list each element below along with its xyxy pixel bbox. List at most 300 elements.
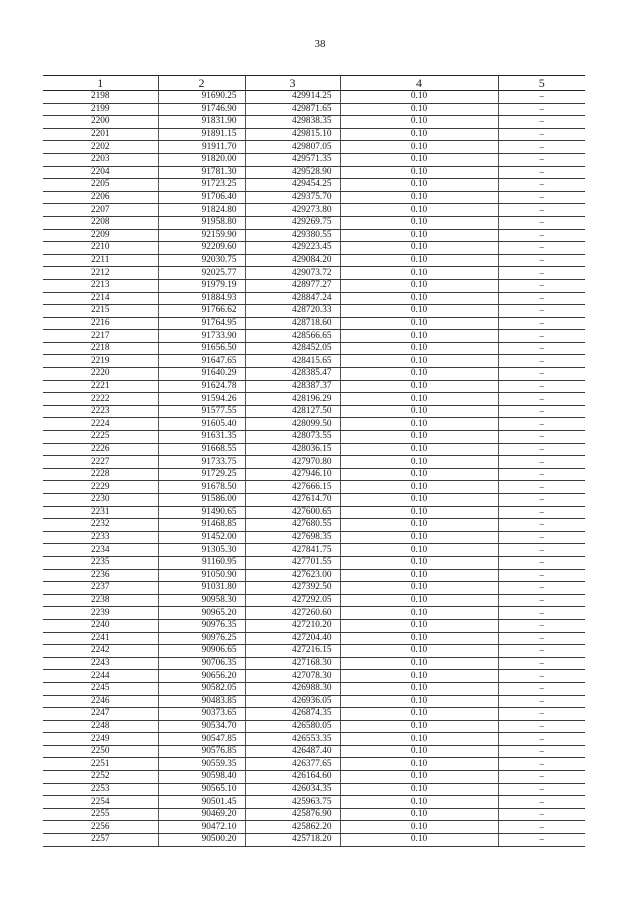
table-row — [43, 632, 585, 645]
table-row — [43, 821, 585, 834]
note-cell: – — [498, 342, 585, 355]
y-coordinate-cell: 426487.40 — [245, 745, 340, 758]
y-coordinate-cell: 429380.55 — [245, 229, 340, 242]
y-coordinate-cell: 428127.50 — [245, 405, 340, 418]
y-coordinate-cell: 429815.10 — [245, 128, 340, 141]
note-cell: – — [498, 380, 585, 393]
accuracy-cell: 0.10 — [340, 745, 498, 758]
y-coordinate-cell: 427168.30 — [245, 657, 340, 670]
point-number-cell: 2238 — [43, 594, 158, 607]
note-cell: – — [498, 544, 585, 557]
table-row — [43, 619, 585, 632]
x-coordinate-cell: 92025.77 — [158, 267, 245, 280]
x-coordinate-cell: 91668.55 — [158, 443, 245, 456]
point-number-cell: 2249 — [43, 733, 158, 746]
point-number-cell: 2218 — [43, 342, 158, 355]
note-cell: – — [498, 242, 585, 255]
table-row — [43, 141, 585, 154]
accuracy-cell: 0.10 — [340, 456, 498, 469]
y-coordinate-cell: 429073.72 — [245, 267, 340, 280]
table-row — [43, 355, 585, 368]
x-coordinate-cell: 90483.85 — [158, 695, 245, 708]
y-coordinate-cell: 427216.15 — [245, 645, 340, 658]
point-number-cell: 2204 — [43, 166, 158, 179]
x-coordinate-cell: 91605.40 — [158, 418, 245, 431]
point-number-cell: 2253 — [43, 783, 158, 796]
point-number-cell: 2247 — [43, 708, 158, 721]
point-number-cell: 2207 — [43, 204, 158, 217]
accuracy-cell: 0.10 — [340, 494, 498, 507]
x-coordinate-cell: 91490.65 — [158, 506, 245, 519]
x-coordinate-cell: 90576.85 — [158, 745, 245, 758]
x-coordinate-cell: 91781.30 — [158, 166, 245, 179]
header-row — [43, 76, 585, 91]
point-number-cell: 2250 — [43, 745, 158, 758]
note-cell: – — [498, 216, 585, 229]
x-coordinate-cell: 91746.90 — [158, 103, 245, 116]
note-cell: – — [498, 393, 585, 406]
table-row — [43, 594, 585, 607]
accuracy-cell: 0.10 — [340, 91, 498, 104]
table-row — [43, 254, 585, 267]
point-number-cell: 2216 — [43, 317, 158, 330]
x-coordinate-cell: 91678.50 — [158, 481, 245, 494]
column-header-4: 4 — [340, 76, 498, 91]
y-coordinate-cell: 427680.55 — [245, 519, 340, 532]
accuracy-cell: 0.10 — [340, 468, 498, 481]
accuracy-cell: 0.10 — [340, 582, 498, 595]
table-row — [43, 481, 585, 494]
accuracy-cell: 0.10 — [340, 292, 498, 305]
table-row — [43, 431, 585, 444]
table-row — [43, 103, 585, 116]
point-number-cell: 2205 — [43, 179, 158, 192]
table-row — [43, 330, 585, 343]
point-number-cell: 2233 — [43, 531, 158, 544]
point-number-cell: 2208 — [43, 216, 158, 229]
table-row — [43, 443, 585, 456]
accuracy-cell: 0.10 — [340, 506, 498, 519]
x-coordinate-cell: 91824.80 — [158, 204, 245, 217]
point-number-cell: 2257 — [43, 834, 158, 847]
x-coordinate-cell: 91723.25 — [158, 179, 245, 192]
y-coordinate-cell: 426874.35 — [245, 708, 340, 721]
note-cell: – — [498, 569, 585, 582]
y-coordinate-cell: 425963.75 — [245, 796, 340, 809]
table-row — [43, 456, 585, 469]
note-cell: – — [498, 645, 585, 658]
table-row — [43, 569, 585, 582]
accuracy-cell: 0.10 — [340, 808, 498, 821]
table-row — [43, 682, 585, 695]
column-header-2: 2 — [158, 76, 245, 91]
note-cell: – — [498, 670, 585, 683]
accuracy-cell: 0.10 — [340, 216, 498, 229]
table-row — [43, 179, 585, 192]
table-row — [43, 494, 585, 507]
x-coordinate-cell: 90559.35 — [158, 758, 245, 771]
point-number-cell: 2213 — [43, 279, 158, 292]
note-cell: – — [498, 481, 585, 494]
note-cell: – — [498, 443, 585, 456]
accuracy-cell: 0.10 — [340, 116, 498, 129]
note-cell: – — [498, 191, 585, 204]
accuracy-cell: 0.10 — [340, 708, 498, 721]
table-row — [43, 91, 585, 104]
x-coordinate-cell: 90501.45 — [158, 796, 245, 809]
x-coordinate-cell: 91733.90 — [158, 330, 245, 343]
x-coordinate-cell: 91891.15 — [158, 128, 245, 141]
note-cell: – — [498, 267, 585, 280]
accuracy-cell: 0.10 — [340, 481, 498, 494]
y-coordinate-cell: 425718.20 — [245, 834, 340, 847]
accuracy-cell: 0.10 — [340, 305, 498, 318]
point-number-cell: 2214 — [43, 292, 158, 305]
note-cell: – — [498, 279, 585, 292]
accuracy-cell: 0.10 — [340, 254, 498, 267]
y-coordinate-cell: 427946.10 — [245, 468, 340, 481]
x-coordinate-cell: 91958.80 — [158, 216, 245, 229]
x-coordinate-cell: 90706.35 — [158, 657, 245, 670]
note-cell: – — [498, 821, 585, 834]
table-row — [43, 771, 585, 784]
column-header-5: 5 — [498, 76, 585, 91]
table-row — [43, 783, 585, 796]
note-cell: – — [498, 733, 585, 746]
y-coordinate-cell: 428196.29 — [245, 393, 340, 406]
accuracy-cell: 0.10 — [340, 141, 498, 154]
y-coordinate-cell: 428387.37 — [245, 380, 340, 393]
x-coordinate-cell: 90965.20 — [158, 607, 245, 620]
table-row — [43, 342, 585, 355]
table-row — [43, 708, 585, 721]
table-row — [43, 670, 585, 683]
x-coordinate-cell: 90976.25 — [158, 632, 245, 645]
table-row — [43, 808, 585, 821]
table-row — [43, 267, 585, 280]
y-coordinate-cell: 429454.25 — [245, 179, 340, 192]
point-number-cell: 2201 — [43, 128, 158, 141]
table-row — [43, 506, 585, 519]
table-row — [43, 216, 585, 229]
note-cell: – — [498, 292, 585, 305]
point-number-cell: 2235 — [43, 556, 158, 569]
note-cell: – — [498, 657, 585, 670]
accuracy-cell: 0.10 — [340, 771, 498, 784]
accuracy-cell: 0.10 — [340, 657, 498, 670]
note-cell: – — [498, 91, 585, 104]
point-number-cell: 2231 — [43, 506, 158, 519]
x-coordinate-cell: 90958.30 — [158, 594, 245, 607]
table-row — [43, 380, 585, 393]
y-coordinate-cell: 429273.80 — [245, 204, 340, 217]
point-number-cell: 2232 — [43, 519, 158, 532]
point-number-cell: 2226 — [43, 443, 158, 456]
table-row — [43, 393, 585, 406]
note-cell: – — [498, 128, 585, 141]
coordinates-table — [43, 75, 585, 847]
table-row — [43, 229, 585, 242]
point-number-cell: 2225 — [43, 431, 158, 444]
y-coordinate-cell: 429838.35 — [245, 116, 340, 129]
accuracy-cell: 0.10 — [340, 519, 498, 532]
point-number-cell: 2244 — [43, 670, 158, 683]
y-coordinate-cell: 426034.35 — [245, 783, 340, 796]
note-cell: – — [498, 305, 585, 318]
x-coordinate-cell: 90469.20 — [158, 808, 245, 821]
accuracy-cell: 0.10 — [340, 569, 498, 582]
note-cell: – — [498, 619, 585, 632]
y-coordinate-cell: 428099.50 — [245, 418, 340, 431]
point-number-cell: 2241 — [43, 632, 158, 645]
note-cell: – — [498, 519, 585, 532]
point-number-cell: 2237 — [43, 582, 158, 595]
table-row — [43, 191, 585, 204]
table-row — [43, 519, 585, 532]
note-cell: – — [498, 229, 585, 242]
accuracy-cell: 0.10 — [340, 783, 498, 796]
point-number-cell: 2255 — [43, 808, 158, 821]
note-cell: – — [498, 456, 585, 469]
accuracy-cell: 0.10 — [340, 544, 498, 557]
y-coordinate-cell: 428718.60 — [245, 317, 340, 330]
table-row — [43, 544, 585, 557]
table-row — [43, 582, 585, 595]
accuracy-cell: 0.10 — [340, 393, 498, 406]
table-row — [43, 468, 585, 481]
y-coordinate-cell: 427841.75 — [245, 544, 340, 557]
table-row — [43, 758, 585, 771]
table-row — [43, 166, 585, 179]
accuracy-cell: 0.10 — [340, 179, 498, 192]
accuracy-cell: 0.10 — [340, 632, 498, 645]
column-header-1: 1 — [43, 76, 158, 91]
note-cell: – — [498, 116, 585, 129]
x-coordinate-cell: 90906.65 — [158, 645, 245, 658]
x-coordinate-cell: 91647.65 — [158, 355, 245, 368]
x-coordinate-cell: 91729.25 — [158, 468, 245, 481]
note-cell: – — [498, 708, 585, 721]
note-cell: – — [498, 720, 585, 733]
accuracy-cell: 0.10 — [340, 758, 498, 771]
point-number-cell: 2256 — [43, 821, 158, 834]
table-row — [43, 116, 585, 129]
accuracy-cell: 0.10 — [340, 229, 498, 242]
note-cell: – — [498, 783, 585, 796]
accuracy-cell: 0.10 — [340, 330, 498, 343]
x-coordinate-cell: 91656.50 — [158, 342, 245, 355]
y-coordinate-cell: 428036.15 — [245, 443, 340, 456]
point-number-cell: 2220 — [43, 368, 158, 381]
x-coordinate-cell: 90472.10 — [158, 821, 245, 834]
point-number-cell: 2239 — [43, 607, 158, 620]
point-number-cell: 2251 — [43, 758, 158, 771]
x-coordinate-cell: 91831.90 — [158, 116, 245, 129]
x-coordinate-cell: 90976.35 — [158, 619, 245, 632]
accuracy-cell: 0.10 — [340, 443, 498, 456]
note-cell: – — [498, 556, 585, 569]
y-coordinate-cell: 426164.60 — [245, 771, 340, 784]
y-coordinate-cell: 428566.65 — [245, 330, 340, 343]
table-row — [43, 418, 585, 431]
y-coordinate-cell: 428847.24 — [245, 292, 340, 305]
note-cell: – — [498, 594, 585, 607]
y-coordinate-cell: 425876.90 — [245, 808, 340, 821]
y-coordinate-cell: 429914.25 — [245, 91, 340, 104]
note-cell: – — [498, 582, 585, 595]
note-cell: – — [498, 166, 585, 179]
table-row — [43, 204, 585, 217]
y-coordinate-cell: 427600.65 — [245, 506, 340, 519]
accuracy-cell: 0.10 — [340, 645, 498, 658]
x-coordinate-cell: 92030.75 — [158, 254, 245, 267]
accuracy-cell: 0.10 — [340, 279, 498, 292]
note-cell: – — [498, 695, 585, 708]
point-number-cell: 2224 — [43, 418, 158, 431]
table-row — [43, 657, 585, 670]
point-number-cell: 2200 — [43, 116, 158, 129]
y-coordinate-cell: 429084.20 — [245, 254, 340, 267]
x-coordinate-cell: 90534.70 — [158, 720, 245, 733]
note-cell: – — [498, 808, 585, 821]
x-coordinate-cell: 90598.40 — [158, 771, 245, 784]
note-cell: – — [498, 368, 585, 381]
x-coordinate-cell: 91766.62 — [158, 305, 245, 318]
accuracy-cell: 0.10 — [340, 531, 498, 544]
x-coordinate-cell: 91979.19 — [158, 279, 245, 292]
point-number-cell: 2206 — [43, 191, 158, 204]
point-number-cell: 2245 — [43, 682, 158, 695]
table-row — [43, 720, 585, 733]
note-cell: – — [498, 494, 585, 507]
table-row — [43, 368, 585, 381]
table-row — [43, 556, 585, 569]
x-coordinate-cell: 91733.75 — [158, 456, 245, 469]
y-coordinate-cell: 429528.90 — [245, 166, 340, 179]
table-row — [43, 834, 585, 847]
note-cell: – — [498, 607, 585, 620]
table-row — [43, 153, 585, 166]
note-cell: – — [498, 355, 585, 368]
note-cell: – — [498, 254, 585, 267]
x-coordinate-cell: 91305.30 — [158, 544, 245, 557]
point-number-cell: 2230 — [43, 494, 158, 507]
note-cell: – — [498, 317, 585, 330]
accuracy-cell: 0.10 — [340, 368, 498, 381]
accuracy-cell: 0.10 — [340, 103, 498, 116]
y-coordinate-cell: 428385.47 — [245, 368, 340, 381]
point-number-cell: 2222 — [43, 393, 158, 406]
note-cell: – — [498, 506, 585, 519]
table-row — [43, 645, 585, 658]
x-coordinate-cell: 91764.95 — [158, 317, 245, 330]
point-number-cell: 2228 — [43, 468, 158, 481]
x-coordinate-cell: 91594.26 — [158, 393, 245, 406]
y-coordinate-cell: 429223.45 — [245, 242, 340, 255]
table-body — [43, 91, 585, 847]
note-cell: – — [498, 418, 585, 431]
x-coordinate-cell: 91577.55 — [158, 405, 245, 418]
note-cell: – — [498, 771, 585, 784]
accuracy-cell: 0.10 — [340, 733, 498, 746]
note-cell: – — [498, 431, 585, 444]
y-coordinate-cell: 427623.00 — [245, 569, 340, 582]
y-coordinate-cell: 426988.30 — [245, 682, 340, 695]
x-coordinate-cell: 91050.90 — [158, 569, 245, 582]
column-header-3: 3 — [245, 76, 340, 91]
note-cell: – — [498, 153, 585, 166]
y-coordinate-cell: 426377.65 — [245, 758, 340, 771]
y-coordinate-cell: 427970.80 — [245, 456, 340, 469]
point-number-cell: 2240 — [43, 619, 158, 632]
point-number-cell: 2221 — [43, 380, 158, 393]
accuracy-cell: 0.10 — [340, 418, 498, 431]
x-coordinate-cell: 90373.65 — [158, 708, 245, 721]
x-coordinate-cell: 91690.25 — [158, 91, 245, 104]
table-row — [43, 733, 585, 746]
y-coordinate-cell: 426553.35 — [245, 733, 340, 746]
y-coordinate-cell: 428415.65 — [245, 355, 340, 368]
point-number-cell: 2199 — [43, 103, 158, 116]
y-coordinate-cell: 427392.50 — [245, 582, 340, 595]
point-number-cell: 2234 — [43, 544, 158, 557]
note-cell: – — [498, 632, 585, 645]
y-coordinate-cell: 426580.05 — [245, 720, 340, 733]
point-number-cell: 2211 — [43, 254, 158, 267]
x-coordinate-cell: 91631.35 — [158, 431, 245, 444]
point-number-cell: 2223 — [43, 405, 158, 418]
table-row — [43, 242, 585, 255]
note-cell: – — [498, 103, 585, 116]
y-coordinate-cell: 429871.65 — [245, 103, 340, 116]
table-row — [43, 305, 585, 318]
y-coordinate-cell: 427078.30 — [245, 670, 340, 683]
page-number: 38 — [314, 38, 326, 50]
accuracy-cell: 0.10 — [340, 166, 498, 179]
x-coordinate-cell: 91031.80 — [158, 582, 245, 595]
y-coordinate-cell: 428452.05 — [245, 342, 340, 355]
point-number-cell: 2198 — [43, 91, 158, 104]
accuracy-cell: 0.10 — [340, 204, 498, 217]
point-number-cell: 2202 — [43, 141, 158, 154]
point-number-cell: 2254 — [43, 796, 158, 809]
point-number-cell: 2242 — [43, 645, 158, 658]
point-number-cell: 2227 — [43, 456, 158, 469]
y-coordinate-cell: 429807.05 — [245, 141, 340, 154]
y-coordinate-cell: 427666.15 — [245, 481, 340, 494]
accuracy-cell: 0.10 — [340, 405, 498, 418]
x-coordinate-cell: 90500.20 — [158, 834, 245, 847]
accuracy-cell: 0.10 — [340, 342, 498, 355]
point-number-cell: 2243 — [43, 657, 158, 670]
x-coordinate-cell: 91624.78 — [158, 380, 245, 393]
y-coordinate-cell: 427210.20 — [245, 619, 340, 632]
y-coordinate-cell: 429571.35 — [245, 153, 340, 166]
point-number-cell: 2212 — [43, 267, 158, 280]
accuracy-cell: 0.10 — [340, 191, 498, 204]
page-footer — [0, 898, 640, 901]
accuracy-cell: 0.10 — [340, 317, 498, 330]
y-coordinate-cell: 429269.75 — [245, 216, 340, 229]
note-cell: – — [498, 758, 585, 771]
x-coordinate-cell: 91160.95 — [158, 556, 245, 569]
y-coordinate-cell: 428720.33 — [245, 305, 340, 318]
note-cell: – — [498, 745, 585, 758]
y-coordinate-cell: 427698.35 — [245, 531, 340, 544]
note-cell: – — [498, 468, 585, 481]
accuracy-cell: 0.10 — [340, 355, 498, 368]
note-cell: – — [498, 405, 585, 418]
